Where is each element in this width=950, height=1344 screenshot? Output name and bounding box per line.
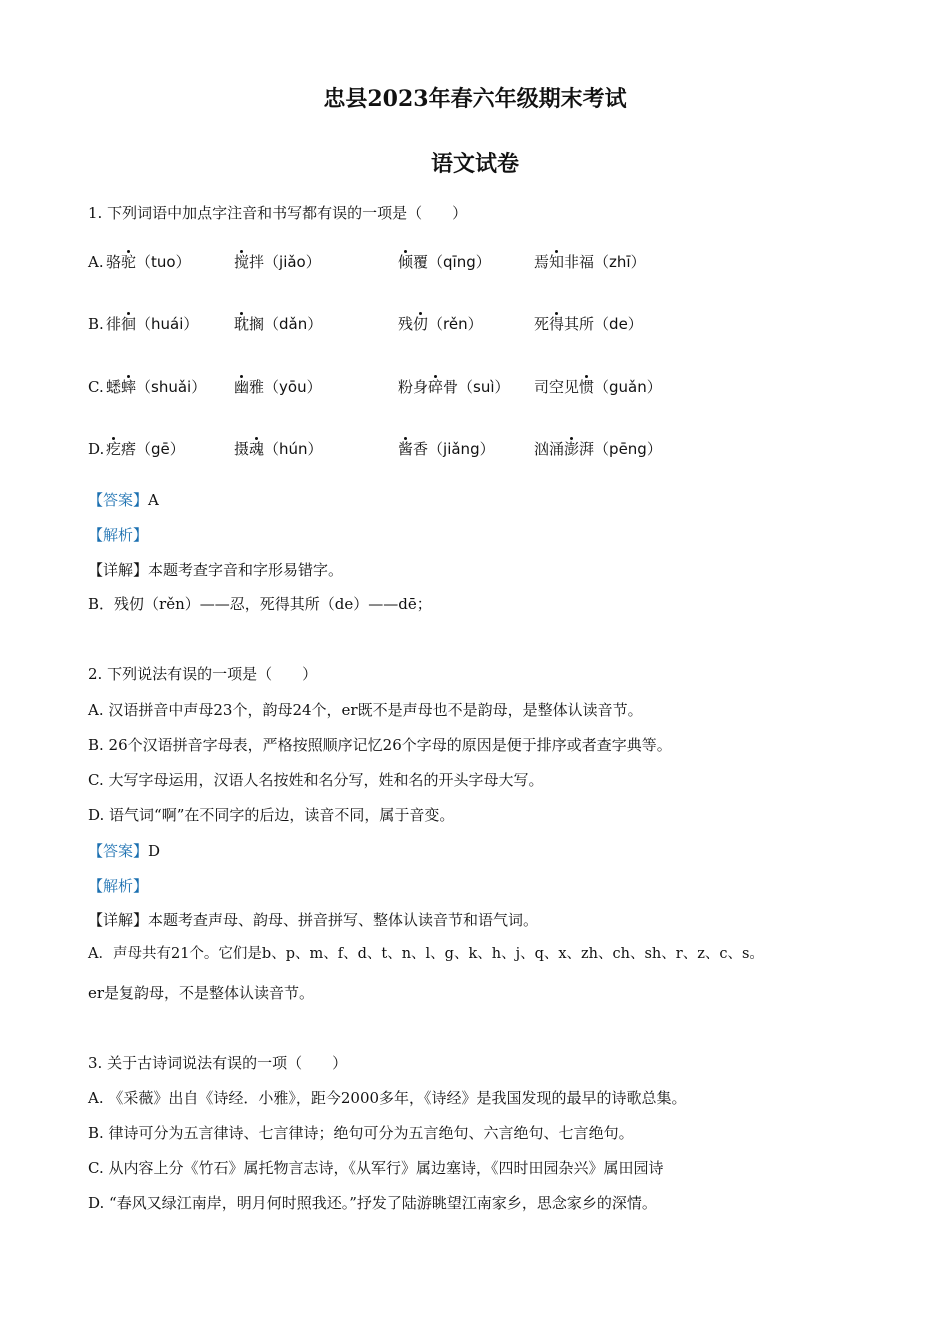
pinyin: （zhī） — [594, 253, 646, 271]
answer-value: A — [148, 491, 159, 509]
detail-text: 本题考查字音和字形易错字。 — [148, 561, 344, 579]
detail-label: 【详解】 — [88, 561, 149, 579]
dotted-char: 幽 — [234, 378, 250, 396]
q1-answer — [88, 491, 159, 509]
pinyin: （de） — [594, 315, 643, 333]
pinyin: （rěn） — [428, 315, 483, 333]
q1-option-letter: C. — [88, 378, 104, 396]
word-text: 其所 — [564, 315, 595, 333]
q1-word-item — [534, 378, 662, 396]
q3-option-a: A. 《采薇》出自《诗经．小雅》，距今2000多年，《诗经》是我国发现的最早的诗歌总集。 — [88, 1089, 687, 1107]
word-text: 湃 — [579, 440, 595, 458]
q1-word-item — [106, 378, 206, 396]
dotted-char: 疙 — [106, 440, 122, 458]
pinyin: （jiǎo） — [264, 253, 321, 271]
pinyin: （jiǎng） — [428, 440, 495, 458]
dotted-char: 酱 — [398, 440, 414, 458]
q1-word-item — [398, 253, 491, 271]
pinyin: （hún） — [264, 440, 323, 458]
word-text: 拌 — [249, 253, 265, 271]
dotted-char: 仞 — [413, 315, 429, 333]
word-text: 死 — [534, 315, 550, 333]
word-text: 骆 — [106, 253, 122, 271]
word-text: 搁 — [249, 315, 265, 333]
q2-stem: 2. 下列说法有误的一项是（ ） — [88, 665, 318, 683]
word-text: 骨 — [443, 378, 459, 396]
word-text: 粉身 — [398, 378, 429, 396]
pinyin: （shuǎi） — [136, 378, 207, 396]
word-text: 摄 — [234, 440, 250, 458]
q1-word-item — [234, 315, 322, 333]
pinyin: （pēng） — [594, 440, 662, 458]
q1-word-item — [398, 378, 510, 396]
dotted-char: 知 — [549, 253, 565, 271]
q1-option-letter: A. — [88, 253, 104, 271]
detail-label: 【详解】 — [88, 911, 149, 929]
word-text: 香 — [413, 440, 429, 458]
q1-note: B．残仞（rěn）——忍，死得其所（de）——dē； — [88, 595, 432, 613]
pinyin: （dǎn） — [264, 315, 323, 333]
q2-option-b: B. 26个汉语拼音字母表，严格按照顺序记忆26个字母的原因是便于排序或者查字典等。 — [88, 736, 672, 754]
dotted-char: 耽 — [234, 315, 250, 333]
q3-stem: 3. 关于古诗词说法有误的一项（ ） — [88, 1054, 348, 1072]
pinyin: （suì） — [458, 378, 510, 396]
dotted-char: 驼 — [121, 253, 137, 271]
dotted-char: 碎 — [428, 378, 444, 396]
dotted-char: 魂 — [249, 440, 265, 458]
pinyin: （guǎn） — [594, 378, 662, 396]
answer-label: 【答案】 — [88, 491, 149, 509]
page-title: 忠县2023年春六年级期末考试 — [323, 86, 627, 112]
word-text: 覆 — [413, 253, 429, 271]
q2-detail — [88, 911, 538, 929]
answer-label: 【答案】 — [88, 842, 149, 860]
q1-word-item — [106, 315, 198, 333]
answer-value: D — [148, 842, 161, 860]
q2-note-1: A．声母共有21个。它们是b、p、m、f、d、t、n、l、g、k、h、j、q、x、zh、ch、sh、r、z、c、s。 — [88, 946, 764, 962]
q2-option-d: D. 语气词“啊”在不同字的后边，读音不同，属于音变。 — [88, 806, 455, 824]
page-subtitle: 语文试卷 — [430, 151, 519, 177]
word-text: 瘩 — [121, 440, 137, 458]
q1-word-item — [234, 440, 323, 458]
pinyin: （huái） — [136, 315, 199, 333]
word-text: 残 — [398, 315, 414, 333]
pinyin: （yōu） — [264, 378, 322, 396]
pinyin: （qīng） — [428, 253, 491, 271]
pinyin: （tuo） — [136, 253, 191, 271]
q2-option-c: C. 大写字母运用，汉语人名按姓和名分写，姓和名的开头字母大写。 — [88, 771, 544, 789]
q1-word-item — [106, 440, 185, 458]
q3-option-b: B. 律诗可分为五言律诗、七言律诗；绝句可分为五言绝句、六言绝句、七言绝句。 — [88, 1124, 634, 1142]
dotted-char: 搅 — [234, 253, 250, 271]
q1-word-item — [106, 253, 191, 271]
dotted-char: 倾 — [398, 253, 414, 271]
q2-option-a: A. 汉语拼音中声母23个，韵母24个，er既不是声母也不是韵母，是整体认读音节。 — [88, 701, 643, 719]
word-text: 司空见 — [534, 378, 580, 396]
q2-note-2: er是复韵母，不是整体认读音节。 — [88, 984, 315, 1002]
word-text: 蟋 — [106, 378, 122, 396]
q1-analysis-label: 【解析】 — [88, 526, 149, 544]
q1-word-item — [534, 315, 643, 333]
q2-analysis-label: 【解析】 — [88, 877, 149, 895]
word-text: 汹涌 — [534, 440, 565, 458]
word-text: 非福 — [564, 253, 595, 271]
dotted-char: 澎 — [564, 440, 580, 458]
dotted-char: 得 — [549, 315, 565, 333]
word-text: 焉 — [534, 253, 550, 271]
q1-word-item — [234, 253, 321, 271]
dotted-char: 徊 — [121, 315, 137, 333]
dotted-char: 蟀 — [121, 378, 137, 396]
q1-word-item — [534, 440, 662, 458]
word-text: 徘 — [106, 315, 122, 333]
detail-text: 本题考查声母、韵母、拼音拼写、整体认读音节和语气词。 — [148, 911, 539, 929]
q1-word-item — [398, 315, 483, 333]
dotted-char: 惯 — [579, 378, 595, 396]
q1-word-item — [234, 378, 322, 396]
q1-word-item — [398, 440, 495, 458]
q1-option-letter: D. — [88, 440, 105, 458]
q3-option-c: C. 从内容上分《竹石》属托物言志诗，《从军行》属边塞诗，《四时田园杂兴》属田园诗 — [88, 1159, 664, 1177]
q1-detail — [88, 561, 343, 579]
q1-word-item — [534, 253, 646, 271]
pinyin: （gē） — [136, 440, 185, 458]
word-text: 雅 — [249, 378, 265, 396]
q2-answer — [88, 842, 160, 860]
q1-stem: 1. 下列词语中加点字注音和书写都有误的一项是（ ） — [88, 204, 468, 222]
q1-option-letter: B. — [88, 315, 104, 333]
q3-option-d: D. “春风又绿江南岸，明月何时照我还。”抒发了陆游眺望江南家乡，思念家乡的深情。 — [88, 1194, 657, 1212]
